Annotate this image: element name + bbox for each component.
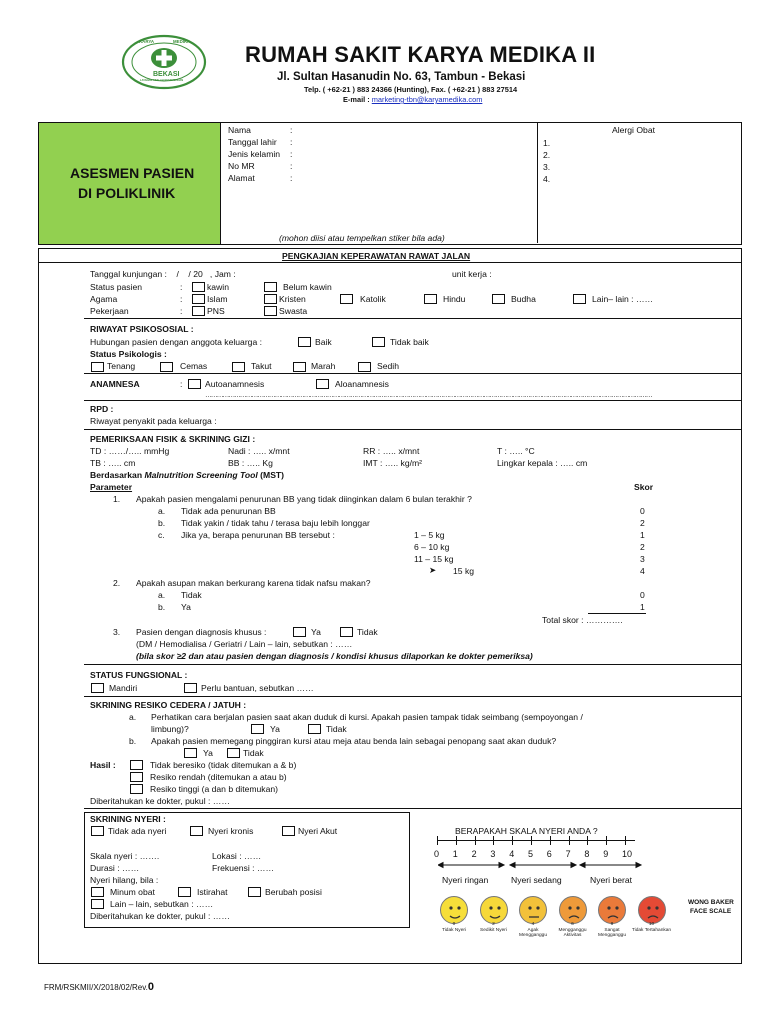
checkbox-independent[interactable] [91,683,104,693]
option-no-pain: Tidak ada nyeri [108,826,167,836]
q1-score-c1: 1 [640,530,645,540]
fall-qa-text2: limbung)? [151,724,189,734]
option-needs-help: Perlu bantuan, sebutkan …… [201,683,314,693]
family-history: Riwayat penyakit pada keluarga : [90,416,217,426]
form-rev: 0 [147,981,155,993]
q1c-opt-4: 15 kg [453,566,475,576]
checkbox-afraid[interactable] [232,362,245,372]
marital-label: Status pasien [90,282,143,292]
hospital-email-row [343,96,482,103]
q2-number: 2. [113,578,121,588]
pain-scale-number-7: 7 [565,849,571,859]
fall-report: Diberitahukan ke dokter, pukul : …… [90,796,230,806]
label-moderate: Nyeri sedang [511,875,562,885]
checkbox-q3-no[interactable] [340,627,353,637]
job-label: Pekerjaan [90,306,129,316]
pain-face-label: Tidak Nyeri [441,928,467,933]
checkbox-kawin[interactable] [192,282,205,292]
logo-motto: LAYANAN ADALAH KESEMBUHAN [140,79,184,82]
option-katolik: Katolik [360,294,386,304]
vital-head: Lingkar kepala : ….. cm [497,458,588,468]
checkbox-relation-bad[interactable] [372,337,385,347]
pain-face-label: Agak Mengganggu [518,928,547,939]
pain-face-number: 4 [531,922,535,927]
checkbox-kristen[interactable] [264,294,277,304]
q1c-letter: c. [158,530,165,540]
wong-baker-title1: WONG BAKER [688,899,734,906]
mst-title [90,471,284,480]
vital-nadi: Nadi : ….. x/mnt [228,446,290,456]
pain-scale-number-3: 3 [490,849,496,859]
label-mild: Nyeri ringan [442,875,489,885]
checkbox-belum-kawin[interactable] [264,282,277,292]
q1a-text: Tidak ada penurunan BB [181,506,276,516]
option-relation-bad: Tidak baik [390,337,429,347]
pain-scale-title: BERAPAKAH SKALA NYERI ANDA ? [455,826,598,836]
q2-score-b: 1 [640,602,645,612]
option-kawin: kawin [207,282,229,292]
q1c-opt-2: 6 – 10 kg [414,542,450,552]
form-title-line1: ASESMEN PASIEN [70,165,195,181]
option-sad: Sedih [377,361,399,371]
checkbox-no-pain[interactable] [91,826,104,836]
pain-scale-tick [625,836,626,845]
option-kristen: Kristen [279,294,306,304]
checkbox-budha[interactable] [492,294,505,304]
option-religion-other: Lain– lain : …… [592,294,654,304]
pain-face-number: 0 [452,922,456,927]
total-score: Total skor : …………. [542,615,623,625]
checkbox-high-risk[interactable] [130,784,143,794]
option-islam: Islam [207,294,228,304]
checkbox-anxious[interactable] [160,362,173,372]
param-header: Parameter [90,482,133,492]
family-relation-label: Hubungan pasien dengan anggota keluarga : [90,337,263,347]
wong-baker-title2: FACE SCALE [690,908,732,915]
q1c-opt-3: 11 – 15 kg [414,554,454,564]
colon: : [290,125,293,135]
pain-scale-number-1: 1 [452,849,458,859]
pain-face-label: Tidak Tertahankan [631,928,672,933]
score-header: Skor [634,482,654,492]
option-pain-other: Lain – lain, sebutkan : …… [110,899,214,909]
pain-scale-tick [456,836,457,845]
option-afraid: Takut [251,361,272,371]
checkbox-hindu[interactable] [424,294,437,304]
pain-scale-number-9: 9 [603,849,609,859]
fall-b-no: Tidak [243,748,264,758]
fall-qb-letter: b. [129,736,137,746]
email-link[interactable]: marketing-tbn@karyamedika.com [371,95,483,104]
pain-scale-tick [550,836,551,845]
checkbox-islam[interactable] [192,294,205,304]
q1-score-b: 2 [640,518,645,528]
option-aloanamnesis: Aloanamnesis [335,379,389,389]
q2a-text: Tidak [181,590,202,600]
colon: : [290,149,293,159]
option-acute-pain: Nyeri Akut [298,826,338,836]
option-swasta: Swasta [279,306,308,316]
pain-scale-tick [437,836,438,845]
email-label: E-mail : [343,95,372,104]
allergy-item-4: 4. [543,174,551,184]
checkbox-fall-b-yes[interactable] [184,748,197,758]
exam-title: PEMERIKSAAN FISIK & SKRINING GIZI : [90,434,256,444]
checkbox-fall-a-yes[interactable] [251,724,264,734]
fall-result-label: Hasil : [90,760,116,770]
checkbox-position[interactable] [248,887,261,897]
pain-duration: Durasi : …… [90,863,140,873]
colon: : [180,306,183,316]
pain-scale-number-2: 2 [471,849,477,859]
pain-face-label: Sedikit Nyeri [480,928,507,933]
q3-note: (bila skor ≥2 dan atau pasien dengan diagnosis / kondisi khusus dilaporkan ke dokter pemeriksa) [136,651,533,661]
checkbox-q3-yes[interactable] [293,627,306,637]
pain-face-label: Sangat Mengganggu [597,928,626,939]
option-budha: Budha [511,294,536,304]
pain-scale-field: Skala nyeri : ……. [90,851,160,861]
q1-score-c3: 3 [640,554,645,564]
psych-status-title: Status Psikologis : [90,349,167,359]
pain-title: SKRINING NYERI : [90,814,166,824]
allergy-item-1: 1. [543,138,551,148]
logo-city: BEKASI [153,71,180,78]
fall-a-no: Tidak [326,724,347,734]
allergy-item-3: 3. [543,162,551,172]
mst-italic: Malnutrition Screening Tool [144,470,258,480]
nursing-title: PENGKAJIAN KEPERAWATAN RAWAT JALAN [282,251,471,261]
q1-number: 1. [113,494,121,504]
option-rest: Istirahat [197,887,228,897]
checkbox-religion-other[interactable] [573,294,586,304]
pain-scale-number-10: 10 [622,849,633,859]
fall-a-yes: Ya [270,724,280,734]
allergy-item-2: 2. [543,150,551,160]
colon: : [180,282,183,292]
mst-prefix: Berdasarkan [90,470,145,480]
option-autoanamnesis: Autoanamnesis [205,379,265,389]
psychosocial-title: RIWAYAT PSIKOSOSIAL : [90,324,194,334]
pain-scale-tick [493,836,494,845]
pain-scale-arrows [438,861,643,869]
option-relation-good: Baik [315,337,332,347]
anamnesis-dots: …………………………………………………………………………………………………………………………………………………………………………………………………………… [205,392,652,399]
colon: : [180,379,183,389]
pain-scale-tick [531,836,532,845]
checkbox-medicine[interactable] [91,887,104,897]
option-hindu: Hindu [443,294,466,304]
vital-imt: IMT : ….. kg/m² [363,458,423,468]
pain-face-number: 10 [648,922,655,927]
result-no-risk: Tidak beresiko (tidak ditemukan a & b) [150,760,297,770]
checkbox-fall-b-no[interactable] [227,748,240,758]
pain-face-icon [480,896,508,924]
patient-field-name: Nama [228,125,251,135]
arrow-icon: ➤ [429,565,437,575]
q1-text: Apakah pasien mengalami penurunan BB yang tidak diinginkan dalam 6 bulan terakhir ? [136,494,472,504]
vital-bb: BB : ….. Kg [228,458,273,468]
pain-face-label: Mengganggu Aktivitas [558,928,587,939]
checkbox-chronic-pain[interactable] [190,826,203,836]
form-code-text: FRM/RSKMII/X/2018/02/Rev. [44,983,148,992]
option-independent: Mandiri [109,683,138,693]
checkbox-rest[interactable] [178,887,191,897]
option-pns: PNS [207,306,225,316]
colon: : [290,161,293,171]
checkbox-pain-other[interactable] [91,899,104,909]
q2-score-a: 0 [640,590,645,600]
fall-title: SKRINING RESIKO CEDERA / JATUH : [90,700,247,710]
patient-field-mr: No MR [228,161,255,171]
checkbox-fall-a-no[interactable] [308,724,321,734]
pain-frequency: Frekuensi : …… [212,863,275,873]
fall-qa-text: Perhatikan cara berjalan pasien saat akan duduk di kursi. Apakah pasien tampak tidak seimbang (sempoyongan / [151,712,583,722]
patient-field-address: Alamat [228,173,255,183]
pain-location: Lokasi : …… [212,851,262,861]
result-high-risk: Resiko tinggi (a dan b ditemukan) [150,784,279,794]
colon: : [290,137,293,147]
pain-scale-number-5: 5 [528,849,534,859]
q2b-letter: b. [158,602,166,612]
hospital-phone: Telp. ( +62-21 ) 883 24366 (Hunting), Fax. ( +62-21 ) 883 27514 [304,85,518,94]
q2a-letter: a. [158,590,166,600]
result-low-risk: Resiko rendah (ditemukan a atau b) [150,772,287,782]
q1a-letter: a. [158,506,166,516]
pain-scale-number-4: 4 [509,849,515,859]
pain-scale-number-0: 0 [434,849,440,859]
option-medicine: Minum obat [110,887,155,897]
checkbox-no-risk[interactable] [130,760,143,770]
vital-rr: RR : ….. x/mnt [363,446,420,456]
sticker-note: (mohon diisi atau tempelkan stiker bila ada) [279,233,445,243]
logo-text-top2: MEDIKA [173,39,191,44]
visit-date: Tanggal kunjungan : / / 20 , Jam : [90,269,236,279]
option-chronic-pain: Nyeri kronis [208,826,254,836]
q3-no: Tidak [357,627,378,637]
option-belum-kawin: Belum kawin [283,282,332,292]
anamnesis-title: ANAMNESA [90,379,140,389]
checkbox-relation-good[interactable] [298,337,311,347]
pain-face-icon [559,896,587,924]
pain-relief-label: Nyeri hilang, bila : [90,875,159,885]
pain-face-icon [519,896,547,924]
form-title-box [39,123,221,244]
checkbox-sad[interactable] [358,362,371,372]
unit-field: unit kerja : [452,269,492,279]
pain-scale-tick [606,836,607,845]
mst-suffix: (MST) [257,470,285,480]
religion-label: Agama [90,294,118,304]
q1-score-a: 0 [640,506,645,516]
option-angry: Marah [311,361,336,371]
pain-face-icon [598,896,626,924]
patient-field-sex: Jenis kelamin [228,149,281,159]
option-position: Berubah posisi [265,887,322,897]
hospital-address: Jl. Sultan Hasanudin No. 63, Tambun - Bekasi [277,71,526,83]
patient-field-dob: Tanggal lahir [228,137,277,147]
checkbox-katolik[interactable] [340,294,353,304]
pain-report: Diberitahukan ke dokter, pukul : …… [90,911,230,921]
vital-temp: T : ….. °C [497,446,535,456]
label-severe: Nyeri berat [590,875,633,885]
checkbox-aloanamnesis[interactable] [316,379,329,389]
colon: : [290,173,293,183]
q1c-opt-1: 1 – 5 kg [414,530,445,540]
logo-text-top: KARYA [139,39,155,44]
q1b-text: Tidak yakin / tidak tahu / terasa baju lebih longgar [181,518,370,528]
pain-scale-tick [512,836,513,845]
pain-face-number: 8 [610,922,614,927]
pain-scale-number-6: 6 [546,849,552,859]
pain-face-number: 6 [571,922,574,927]
hospital-name: RUMAH SAKIT KARYA MEDIKA II [245,42,596,67]
allergy-title: Alergi Obat [612,125,655,135]
checkbox-autoanamnesis[interactable] [188,379,201,389]
fall-b-yes: Ya [203,748,213,758]
q1c-text: Jika ya, berapa penurunan BB tersebut : [181,530,335,540]
pain-scale-number-8: 8 [584,849,590,859]
checkbox-swasta[interactable] [264,306,277,316]
colon: : [180,294,183,304]
pain-face-number: 2 [492,922,495,927]
q2b-text: Ya [181,602,191,612]
q3-yes: Ya [311,627,321,637]
fall-qa-letter: a. [129,712,137,722]
q3-number: 3. [113,627,121,637]
pain-scale-tick [475,836,476,845]
checkbox-low-risk[interactable] [130,772,143,782]
checkbox-angry[interactable] [293,362,306,372]
q3-detail: (DM / Hemodialisa / Geriatri / Lain – lain, sebutkan : …… [136,639,353,649]
checkbox-needs-help[interactable] [184,683,197,693]
q3-text: Pasien dengan diagnosis khusus : [136,627,267,637]
q2-text: Apakah asupan makan berkurang karena tidak nafsu makan? [136,578,371,588]
vital-td: TD : ……/….. mmHg [90,446,170,456]
functional-title: STATUS FUNGSIONAL : [90,670,188,680]
q1b-letter: b. [158,518,166,528]
checkbox-calm[interactable] [91,362,104,372]
form-title-line2: DI POLIKLINIK [78,185,176,201]
checkbox-pns[interactable] [192,306,205,316]
hospital-logo [121,34,207,90]
q1-score-c4: 4 [640,566,645,576]
option-calm: Tenang [107,361,136,371]
pain-face-icon [638,896,666,924]
pain-scale-tick [587,836,588,845]
vital-tb: TB : ….. cm [90,458,136,468]
checkbox-acute-pain[interactable] [282,826,295,836]
pain-face-icon [440,896,468,924]
pain-scale-tick [569,836,570,845]
fall-qb-text: Apakah pasien memegang pinggiran kursi atau meja atau benda lain sebagai penopang saat akan duduk? [151,736,557,746]
form-code [44,982,154,993]
q1-score-c2: 2 [640,542,645,552]
rpd-title: RPD : [90,404,114,414]
option-anxious: Cemas [180,361,208,371]
